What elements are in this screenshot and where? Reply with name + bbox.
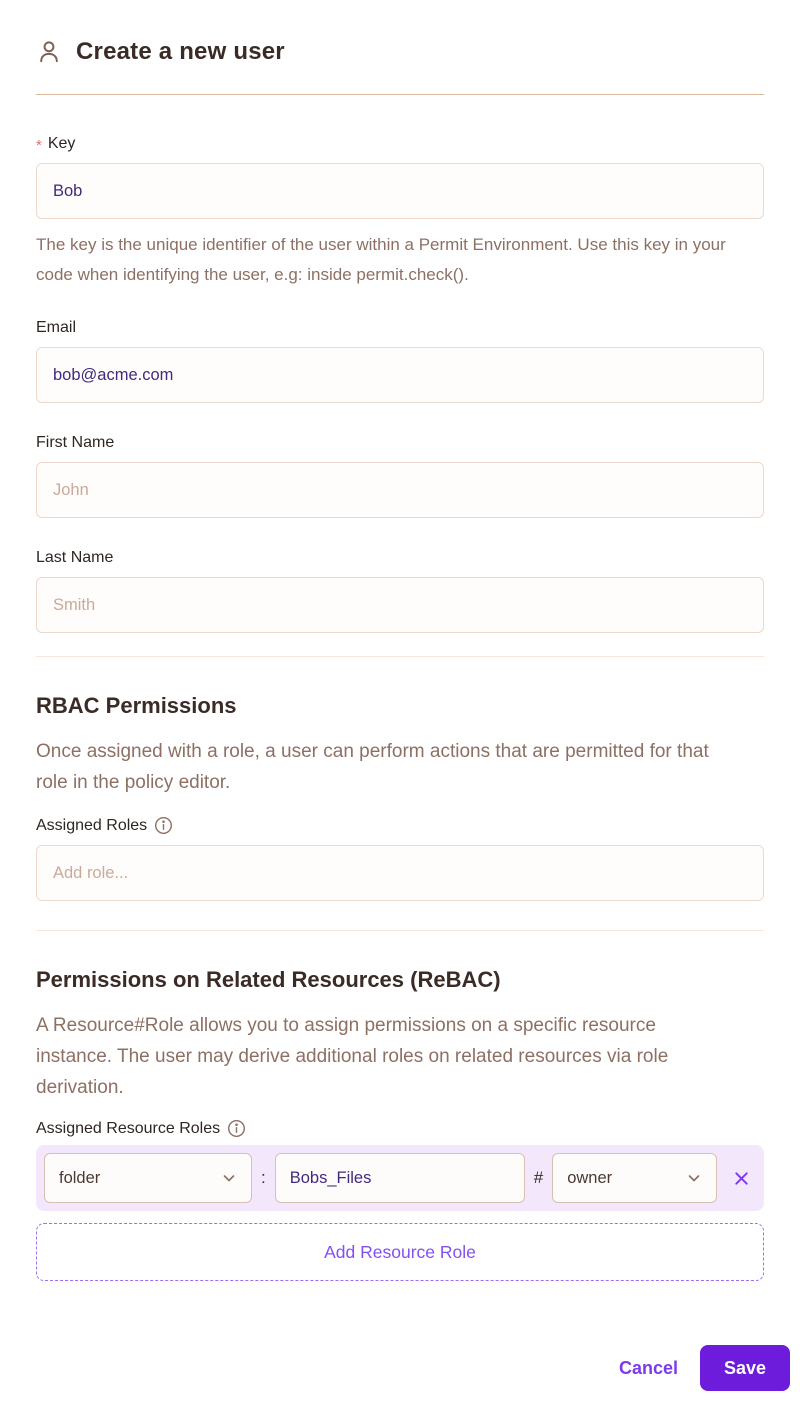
assigned-roles-label: Assigned Roles [36, 816, 148, 834]
assigned-resource-roles-label-row [36, 1119, 764, 1138]
add-resource-role-button[interactable]: Add Resource Role [36, 1223, 764, 1281]
chevron-down-icon [686, 1170, 702, 1186]
remove-resource-role-button[interactable] [726, 1163, 756, 1193]
rebac-heading: Permissions on Related Resources (ReBAC) [36, 967, 501, 992]
cancel-button[interactable]: Cancel [617, 1352, 680, 1385]
chevron-down-icon [221, 1170, 237, 1186]
info-icon[interactable] [227, 1119, 246, 1138]
required-marker: * [36, 136, 42, 154]
add-role-input[interactable] [36, 845, 764, 901]
resource-type-value: folder [59, 1168, 101, 1187]
header [36, 0, 764, 66]
rbac-heading: RBAC Permissions [36, 693, 237, 718]
hash-separator: # [533, 1168, 544, 1187]
resource-role-row [36, 1145, 764, 1211]
email-label: Email [36, 319, 77, 336]
last-name-input[interactable] [36, 577, 764, 633]
rbac-description: Once assigned with a role, a user can perform actions that are permitted for that role in the policy editor. [36, 741, 709, 793]
first-name-field [36, 434, 764, 518]
section-divider [36, 656, 764, 657]
role-select[interactable] [552, 1153, 717, 1203]
footer-actions [36, 1345, 790, 1391]
section-divider [36, 930, 764, 931]
key-help-text: The key is the unique identifier of the user within a Permit Environment. Use this key in your code when identifying the user, e.g: inside permit.check(). [36, 235, 726, 284]
info-icon[interactable] [154, 816, 173, 835]
last-name-label: Last Name [36, 549, 114, 566]
resource-instance-input[interactable] [275, 1153, 525, 1203]
email-input[interactable] [36, 347, 764, 403]
save-button[interactable]: Save [700, 1345, 790, 1391]
role-value: owner [567, 1168, 613, 1187]
rbac-section [36, 693, 764, 901]
key-field [36, 135, 764, 290]
user-icon [36, 39, 62, 65]
first-name-input[interactable] [36, 462, 764, 518]
assigned-roles-label-row [36, 816, 764, 835]
key-input[interactable] [36, 163, 764, 219]
first-name-label: First Name [36, 434, 115, 451]
page-title: Create a new user [76, 38, 285, 65]
rebac-description: A Resource#Role allows you to assign permissions on a specific resource instance. The user may derive additional roles on related resources via role derivation. [36, 1015, 669, 1098]
resource-type-select[interactable] [44, 1153, 252, 1203]
rebac-section [36, 967, 764, 1281]
key-label-text: Key [47, 135, 76, 152]
header-divider [36, 94, 764, 95]
assigned-resource-roles-label: Assigned Resource Roles [36, 1119, 221, 1137]
close-icon [732, 1169, 751, 1188]
email-field [36, 319, 764, 403]
key-label [36, 135, 764, 153]
last-name-field [36, 549, 764, 633]
colon-separator: : [261, 1168, 266, 1187]
